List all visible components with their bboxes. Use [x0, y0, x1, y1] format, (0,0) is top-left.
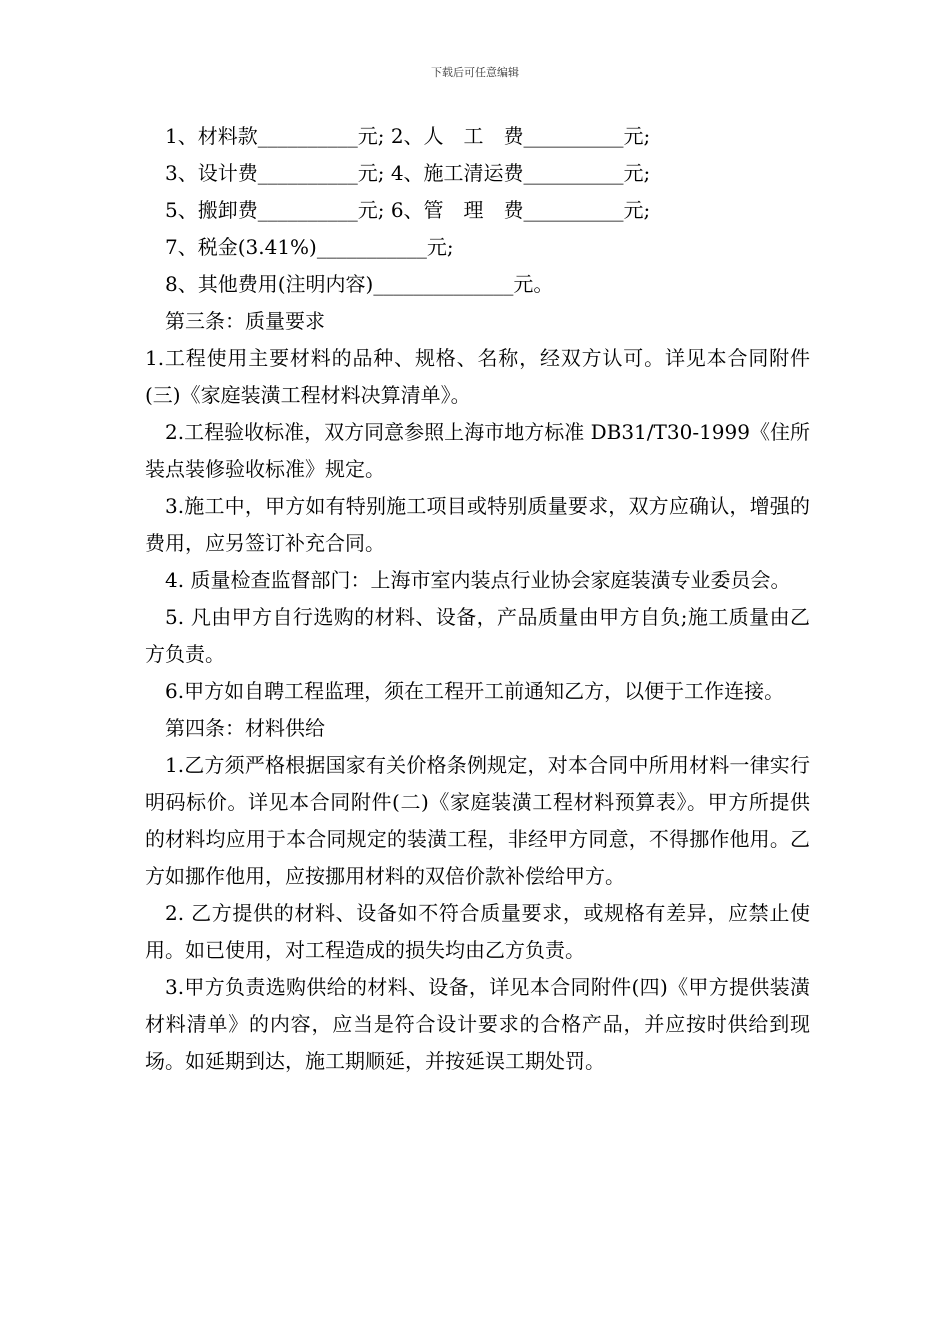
document-body — [145, 118, 810, 1080]
article4-title: 第四条：材料供给 — [165, 716, 325, 740]
article3-item-3: 3.施工中，甲方如有特别施工项目或特别质量要求，双方应确认，增强的费用，应另签订补充合同。 — [145, 494, 810, 555]
fee-line-4: 7、税金(3.41%)___________元; — [165, 235, 454, 259]
article4-item-3: 3.甲方负责选购供给的材料、设备，详见本合同附件(四)《甲方提供装潢材料清单》的内容，应当是符合设计要求的合格产品，并应按时供给到现场。如延期到达，施工期顺延，并按延误工期处罚。 — [145, 975, 810, 1073]
article3-item-6: 6.甲方如自聘工程监理，须在工程开工前通知乙方，以便于工作连接。 — [165, 679, 785, 703]
article3-item-2: 2.工程验收标准，双方同意参照上海市地方标准 DB31/T30-1999《住所装点装修验收标准》规定。 — [145, 420, 810, 481]
page-header: 下载后可任意编辑 — [431, 66, 519, 79]
article3-title: 第三条：质量要求 — [165, 309, 325, 333]
article3-item-1: 1.工程使用主要材料的品种、规格、名称，经双方认可。详见本合同附件(三)《家庭装潢工程材料决算清单》。 — [145, 346, 810, 407]
article3-item-4: 4. 质量检查监督部门：上海市室内装点行业协会家庭装潢专业委员会。 — [165, 568, 791, 592]
article4-item-2: 2. 乙方提供的材料、设备如不符合质量要求，或规格有差异，应禁止使用。如已使用，对工程造成的损失均由乙方负责。 — [145, 901, 810, 962]
fee-line-1: 1、材料款__________元; 2、人 工 费__________元; — [165, 124, 651, 148]
article3-item-5: 5. 凡由甲方自行选购的材料、设备，产品质量由甲方自负;施工质量由乙方负责。 — [145, 605, 810, 666]
fee-line-5: 8、其他费用(注明内容)______________元。 — [165, 272, 554, 296]
article4-item-1: 1.乙方须严格根据国家有关价格条例规定，对本合同中所用材料一律实行明码标价。详见本合同附件(二)《家庭装潢工程材料预算表》。甲方所提供的材料均应用于本合同规定的装潢工程，非经甲方同意，不得挪作他用。乙方如挪作他用，应按挪用材料的双倍价款补偿给甲方。 — [145, 753, 810, 888]
fee-line-2: 3、设计费__________元; 4、施工清运费__________元; — [165, 161, 651, 185]
fee-line-3: 5、搬卸费__________元; 6、管 理 费__________元; — [165, 198, 651, 222]
